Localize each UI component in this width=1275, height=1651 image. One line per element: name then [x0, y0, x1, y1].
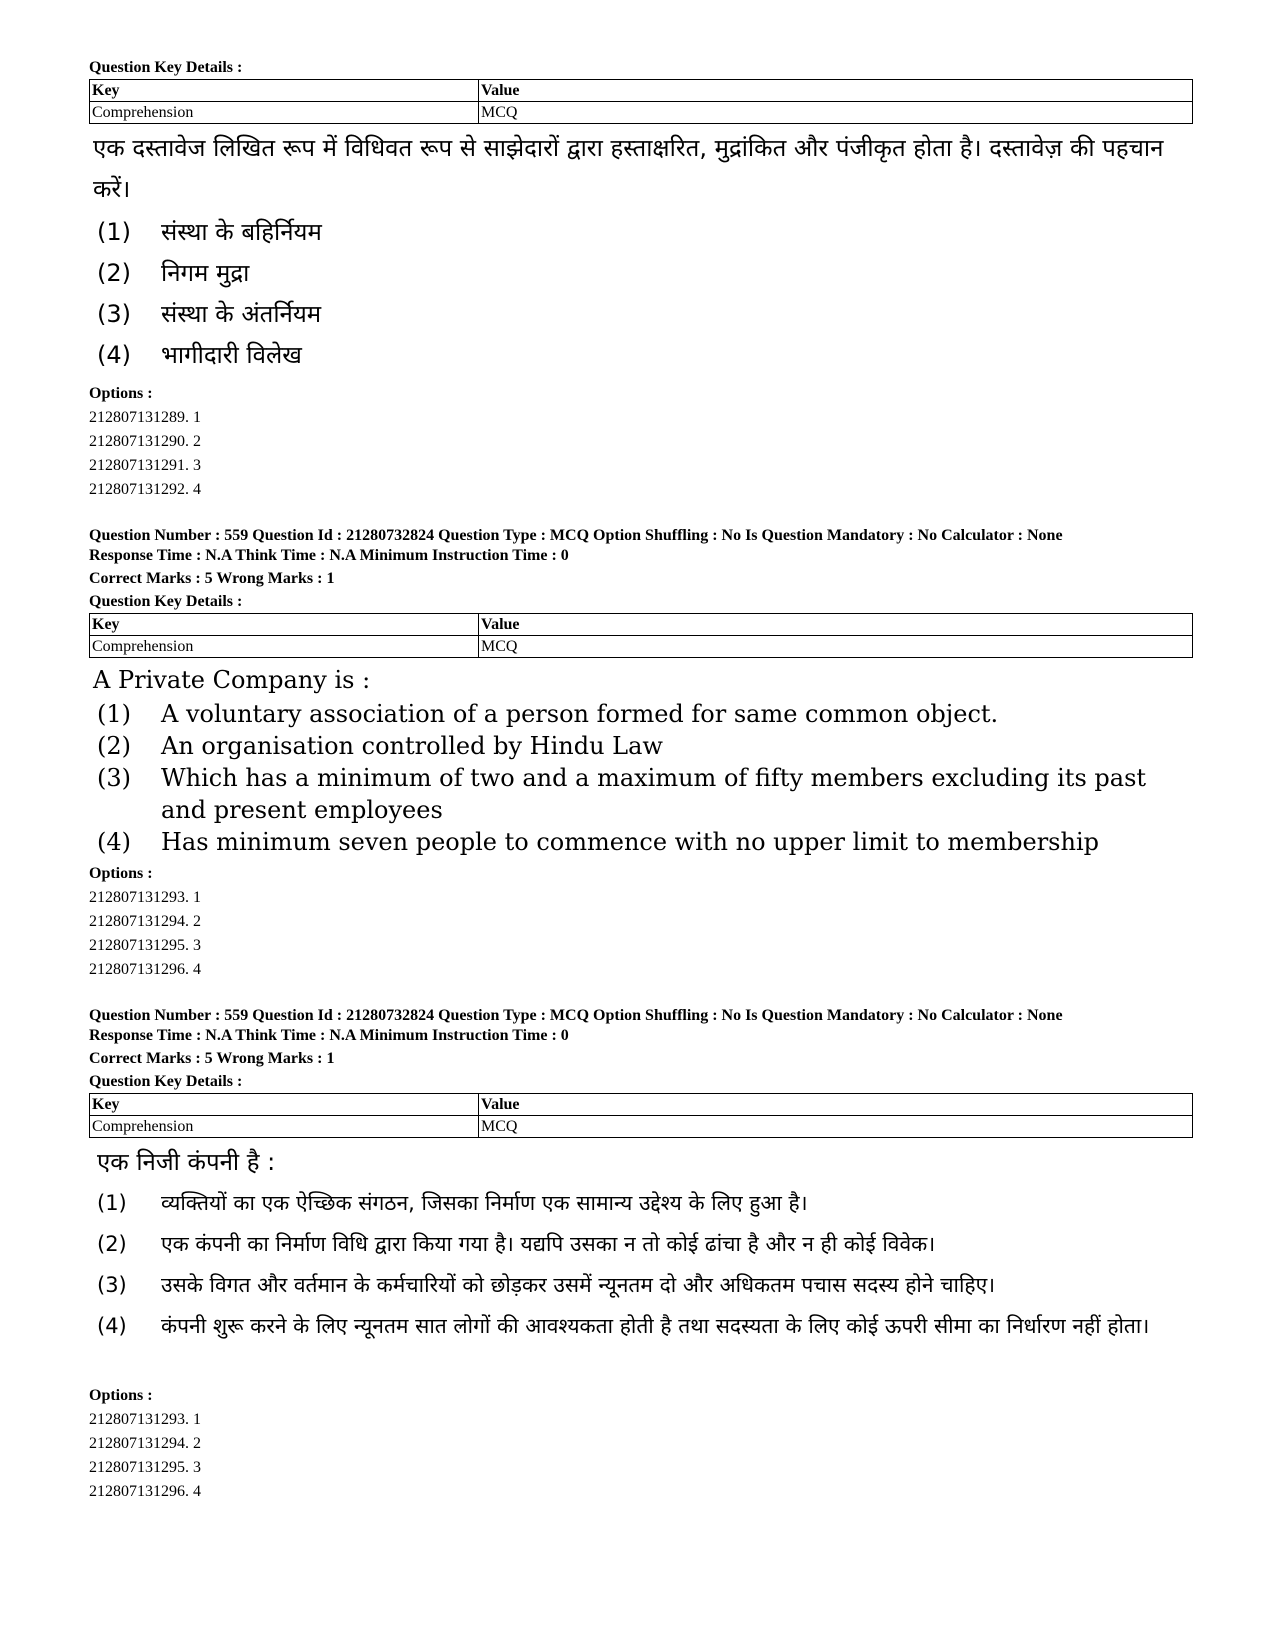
question-text: एक दस्तावेज लिखित रूप में विधिवत रूप से साझेदारों द्वारा हस्ताक्षरित, मुद्रांकित और पंजीकृत होता है। दस्तावेज़ की पहचान करें। — [93, 134, 1164, 203]
question-block-1 — [89, 58, 1194, 376]
choice-list — [89, 212, 1194, 376]
option-id-list — [89, 1408, 1194, 1504]
choice-item: (1) व्यक्तियों का एक ऐच्छिक संगठन, जिसका निर्माण एक सामान्य उद्देश्य के लिए हुआ है। — [97, 1191, 808, 1215]
value-cell: MCQ — [479, 1116, 1193, 1138]
question-key-details-label: Question Key Details : — [89, 59, 243, 76]
question-key-table — [89, 1093, 1193, 1138]
option-id: 212807131294. 2 — [89, 913, 201, 930]
value-cell: MCQ — [479, 102, 1193, 124]
value-header: Value — [479, 80, 1193, 102]
option-id: 212807131295. 3 — [89, 937, 201, 954]
question-meta-line: Question Number : 559 Question Id : 21280732824 Question Type : MCQ Option Shuffling : No Is Question Mandatory : No Calculator : None — [89, 527, 1063, 544]
options-section-3 — [89, 1386, 1194, 1504]
choice-item: (2) निगम मुद्रा — [97, 259, 250, 287]
table-row — [90, 102, 1193, 124]
options-label: Options : — [89, 1387, 153, 1404]
value-cell: MCQ — [479, 636, 1193, 658]
option-id-list — [89, 406, 1194, 502]
option-id: 212807131290. 2 — [89, 433, 201, 450]
option-id: 212807131295. 3 — [89, 1459, 201, 1476]
question-block-3 — [89, 1006, 1194, 1347]
question-meta-line: Response Time : N.A Think Time : N.A Minimum Instruction Time : 0 — [89, 547, 569, 564]
choice-item: (3) संस्था के अंतर्नियम — [97, 300, 322, 328]
key-header: Key — [90, 614, 479, 636]
option-id-list — [89, 886, 1194, 982]
key-cell: Comprehension — [90, 1116, 479, 1138]
option-id: 212807131289. 1 — [89, 409, 201, 426]
choice-list — [89, 1183, 1194, 1347]
question-text: A Private Company is : — [93, 666, 371, 694]
option-id: 212807131291. 3 — [89, 457, 201, 474]
choice-item: (2) An organisation controlled by Hindu Law — [97, 732, 663, 760]
question-key-details-label: Question Key Details : — [89, 593, 243, 610]
options-label: Options : — [89, 385, 153, 402]
options-label: Options : — [89, 865, 153, 882]
question-key-table — [89, 79, 1193, 124]
question-key-details-label: Question Key Details : — [89, 1073, 243, 1090]
key-cell: Comprehension — [90, 636, 479, 658]
option-id: 212807131294. 2 — [89, 1435, 201, 1452]
choice-item: (4) Has minimum seven people to commence with no upper limit to membership — [97, 828, 1099, 856]
options-section-1 — [89, 384, 1194, 502]
choice-item: (3) उसके विगत और वर्तमान के कर्मचारियों को छोड़कर उसमें न्यूनतम दो और अधिकतम पचास सदस्य होने चाहिए। — [97, 1273, 996, 1297]
option-id: 212807131293. 1 — [89, 889, 201, 906]
choice-item: (1) A voluntary association of a person formed for same common object. — [97, 700, 999, 728]
table-header-row — [90, 80, 1193, 102]
table-row — [90, 1116, 1193, 1138]
table-row — [90, 636, 1193, 658]
choice-list — [89, 698, 1194, 858]
choice-item: (4) भागीदारी विलेख — [97, 341, 302, 369]
option-id: 212807131296. 4 — [89, 961, 201, 978]
option-id: 212807131296. 4 — [89, 1483, 201, 1500]
key-cell: Comprehension — [90, 102, 479, 124]
question-key-table — [89, 613, 1193, 658]
options-section-2 — [89, 864, 1194, 982]
value-header: Value — [479, 1094, 1193, 1116]
question-block-2 — [89, 526, 1194, 858]
question-marks: Correct Marks : 5 Wrong Marks : 1 — [89, 1050, 335, 1067]
key-header: Key — [90, 80, 479, 102]
table-header-row — [90, 1094, 1193, 1116]
table-header-row — [90, 614, 1193, 636]
value-header: Value — [479, 614, 1193, 636]
choice-item: (4) कंपनी शुरू करने के लिए न्यूनतम सात लोगों की आवश्यकता होती है तथा सदस्यता के लिए कोई ऊपरी सीमा का निर्धारण नहीं होता। — [97, 1314, 1150, 1338]
option-id: 212807131293. 1 — [89, 1411, 201, 1428]
question-text: एक निजी कंपनी है : — [97, 1148, 276, 1176]
question-meta-line: Response Time : N.A Think Time : N.A Minimum Instruction Time : 0 — [89, 1027, 569, 1044]
key-header: Key — [90, 1094, 479, 1116]
choice-item: (2) एक कंपनी का निर्माण विधि द्वारा किया गया है। यद्यपि उसका न तो कोई ढांचा है और न ही कोई विवेक। — [97, 1232, 936, 1256]
question-meta-line: Question Number : 559 Question Id : 21280732824 Question Type : MCQ Option Shuffling : No Is Question Mandatory : No Calculator : None — [89, 1007, 1063, 1024]
question-marks: Correct Marks : 5 Wrong Marks : 1 — [89, 570, 335, 587]
choice-item: (3) Which has a minimum of two and a maximum of fifty members excluding its past and present employees — [97, 764, 1147, 824]
option-id: 212807131292. 4 — [89, 481, 201, 498]
choice-item: (1) संस्था के बहिर्नियम — [97, 218, 322, 246]
